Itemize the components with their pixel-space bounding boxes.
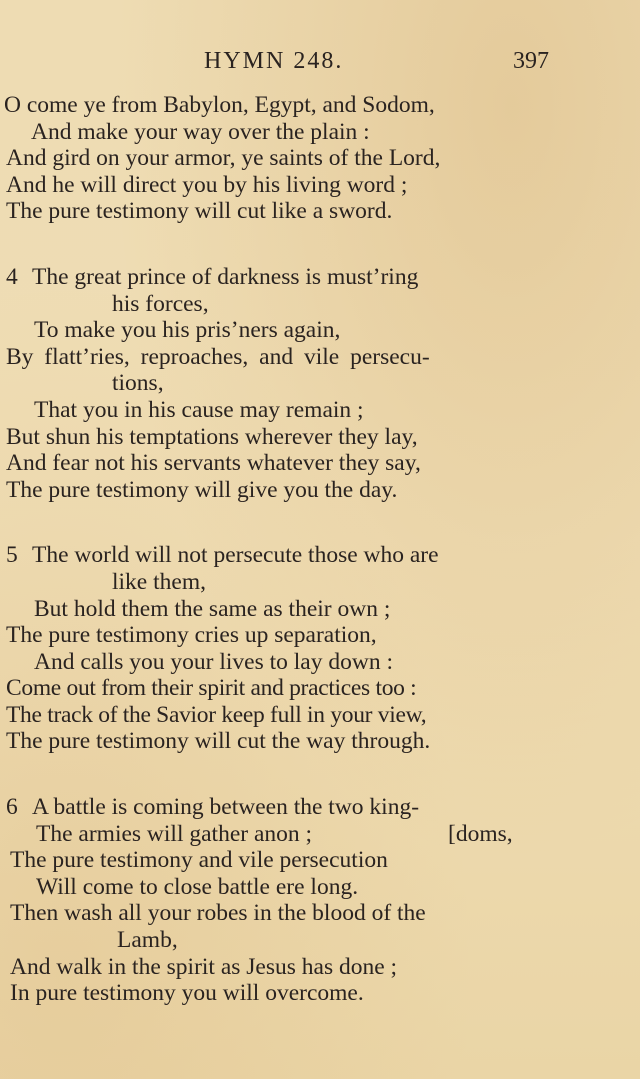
verse-line: And calls you your lives to lay down : <box>34 648 393 675</box>
verse-line: The pure testimony and vile persecution <box>10 847 388 874</box>
verse-line <box>0 264 640 291</box>
stanza-number: 4 <box>6 263 18 290</box>
verse-line-text: The great prince of darkness is must’ring <box>32 263 419 290</box>
verse-line-text: The armies will gather anon ; <box>36 820 313 847</box>
verse-line: In pure testimony you will overcome. <box>10 980 364 1007</box>
stanza-3 <box>0 92 640 225</box>
verse-line: And he will direct you by his living word ; <box>6 171 408 198</box>
page-number: 397 <box>513 48 549 74</box>
verse-line-text: A battle is coming between the two king- <box>32 794 420 821</box>
verse-line: Lamb, <box>117 927 178 954</box>
verse-line: The pure testimony will give you the day. <box>6 476 398 503</box>
verse-line: And walk in the spirit as Jesus has done ; <box>10 953 398 980</box>
hymn-title: HYMN 248. <box>204 48 344 74</box>
verse-line: The pure testimony will cut the way through. <box>6 728 431 755</box>
verse-line: Then wash all your robes in the blood of the <box>10 900 426 927</box>
carried-word: [doms, <box>448 820 513 847</box>
verse-line <box>0 794 640 821</box>
verse-line: like them, <box>112 568 206 595</box>
verse-line: And fear not his servants whatever they say, <box>6 450 421 477</box>
verse-line: But shun his temptations wherever they lay, <box>6 423 418 450</box>
verse-line: The pure testimony cries up separation, <box>6 622 377 649</box>
verse-line: Come out from their spirit and practices too : <box>6 675 417 702</box>
verse-line: tions, <box>112 370 164 397</box>
verse-line: That you in his cause may remain ; <box>34 396 364 423</box>
verse-line: Will come to close battle ere long. <box>36 873 359 900</box>
page-header <box>0 48 640 82</box>
verse-line: The pure testimony will cut like a sword. <box>6 198 393 225</box>
verse-line-text: The world will not persecute those who are <box>32 542 439 569</box>
verse-line <box>0 542 640 569</box>
stanza-4 <box>0 264 640 503</box>
stanza-6 <box>0 794 640 1007</box>
verse-line: The track of the Savior keep full in your view, <box>6 701 427 728</box>
verse-line: And gird on your armor, ye saints of the Lord, <box>6 145 441 172</box>
verse-line: But hold them the same as their own ; <box>34 595 391 622</box>
verse-line: his forces, <box>112 290 209 317</box>
stanza-number: 6 <box>6 794 18 821</box>
stanza-number: 5 <box>6 542 18 569</box>
verse-line: To make you his pris’ners again, <box>34 317 341 344</box>
verse-line: O come ye from Babylon, Egypt, and Sodom, <box>4 92 435 118</box>
stanza-5 <box>0 542 640 755</box>
verse-line: By flatt’ries, reproaches, and vile persecu- <box>6 343 430 370</box>
verse-line: And make your way over the plain : <box>31 118 370 145</box>
verse-line <box>0 821 640 848</box>
hymn-verses <box>0 92 640 1007</box>
